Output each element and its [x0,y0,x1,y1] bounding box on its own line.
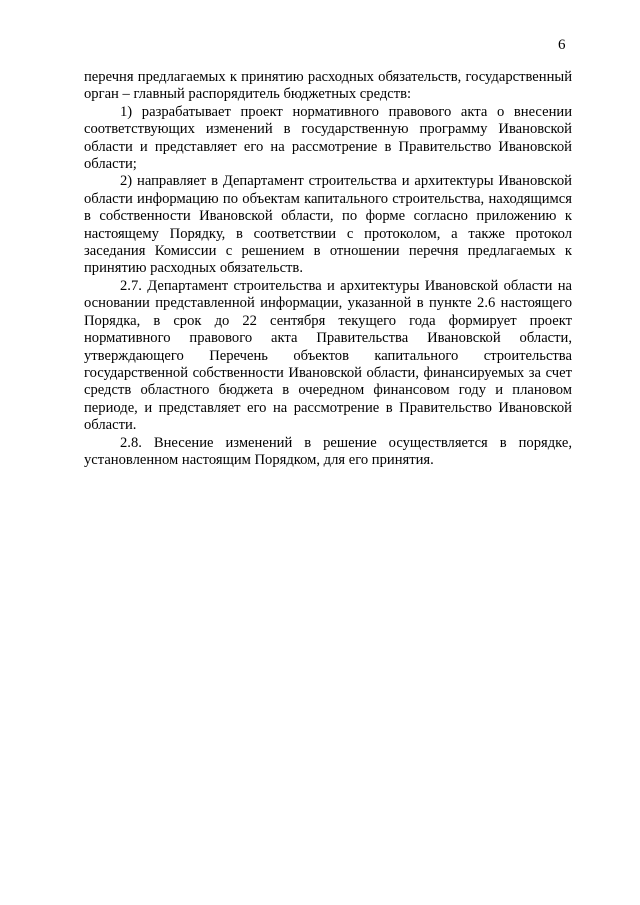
paragraph-2-8: 2.8. Внесение изменений в решение осуществляется в порядке, установленном настоящим Порядком, для его принятия. [84,434,572,468]
paragraph-2-7: 2.7. Департамент строительства и архитектуры Ивановской области на основании представленной информации, указанной в пункте 2.6 настоящего Порядка, в срок до 22 сентября текущего года формирует проект нормативного правового акта Правительства Ивановской области, утверждающего Перечень объектов капитального строительства государственной собственности Ивановской области, финансируемых за счет средств областного бюджета в очередном финансовом году и плановом периоде, и представляет его на рассмотрение в Правительство Ивановской области. [84,277,572,434]
document-body [84,69,572,469]
page-number: 6 [558,37,566,53]
paragraph-continuation: перечня предлагаемых к принятию расходных обязательств, государственный орган – главный распорядитель бюджетных средств: [84,69,572,103]
paragraph-item-1: 1) разрабатывает проект нормативного правового акта о внесении соответствующих изменений в государственную программу Ивановской области и представляет его на рассмотрение в Правительство Ивановской области; [84,103,572,173]
paragraph-item-2: 2) направляет в Департамент строительства и архитектуры Ивановской области информацию по объектам капитального строительства, находящимся в собственности Ивановской области, по форме согласно приложению к настоящему Порядку, в соответствии с протоколом, а также протокол заседания Комиссии с решением в отношении перечня предлагаемых к принятию расходных обязательств. [84,173,572,277]
